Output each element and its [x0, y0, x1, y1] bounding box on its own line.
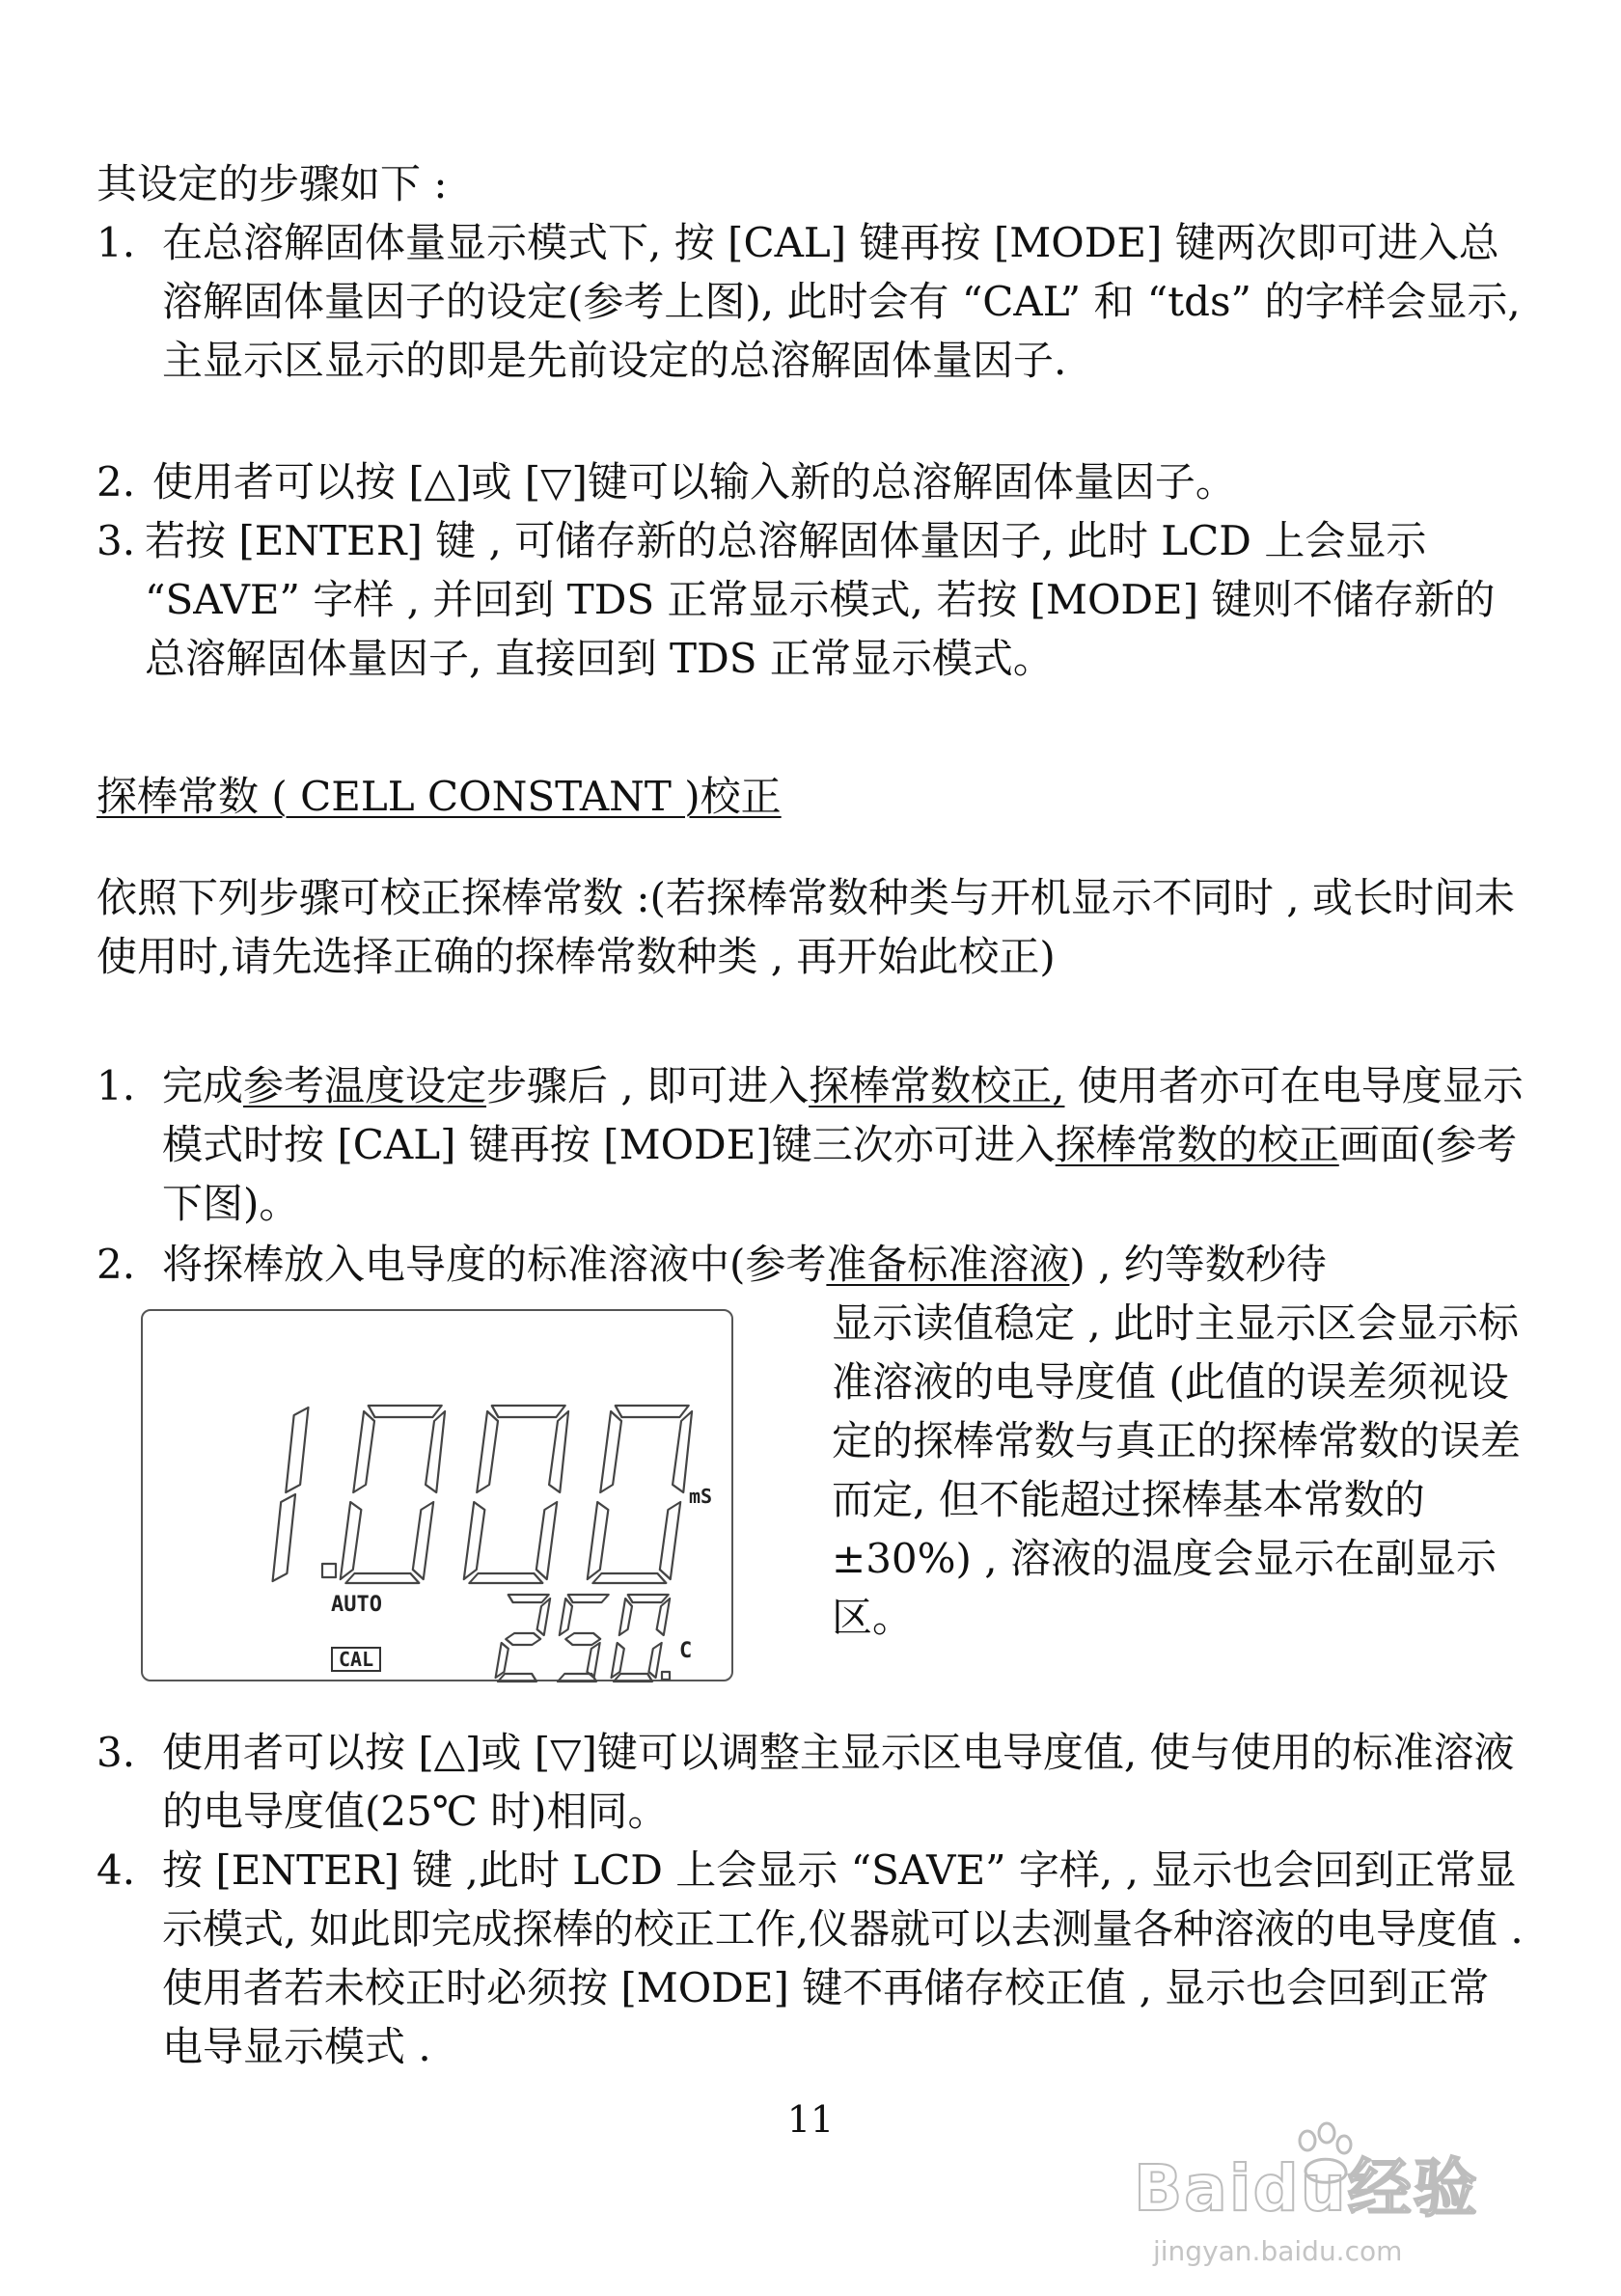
tds-step-1: [96, 213, 1525, 449]
step-text: 完成参考温度设定步骤后 , 即可进入探棒常数校正, 使用者亦可在电导度显示模式时按 [CAL] 键再按 [MODE]键三次亦可进入探棒常数的校正画面(参考下图)。: [162, 1062, 1524, 1227]
section-title: 探棒常数 ( CELL CONSTANT )校正: [96, 773, 782, 820]
main-digit-3: [463, 1406, 568, 1583]
step-number: 3.: [96, 517, 136, 564]
lcd-segments: [143, 1311, 735, 1683]
step-text: 使用者可以按 [△]或 [▽]键可以输入新的总溶解固体量因子。: [152, 458, 1236, 506]
step-number: 4.: [96, 1846, 136, 1894]
step-text: 使用者可以按 [△]或 [▽]键可以调整主显示区电导度值, 使与使用的标准溶液的电导度值(25℃ 时)相同。: [162, 1729, 1515, 1835]
step-number: 1.: [96, 219, 136, 266]
watermark-url: jingyan.baidu.com: [1153, 2235, 1403, 2267]
step-number: 1.: [96, 1062, 136, 1109]
lcd-display-figure: [141, 1309, 733, 1681]
step-number: 2.: [96, 458, 136, 506]
paw-icon: [1286, 2119, 1363, 2197]
step-text: 若按 [ENTER] 键 , 可储存新的总溶解固体量因子, 此时 LCD 上会显示 “SAVE” 字样 , 并回到 TDS 正常显示模式, 若按 [MODE] 键则不储存新的总溶解固体量因子, 直接回到 TDS 正常显示模式。: [145, 517, 1496, 682]
main-digit-4: [587, 1406, 692, 1583]
main-digit-1: [273, 1408, 309, 1581]
intro-text: 其设定的步骤如下 :: [96, 160, 448, 207]
link-cell-constant-calibration[interactable]: 探棒常数校正,: [809, 1062, 1065, 1109]
lcd-sub-unit: C: [679, 1639, 693, 1663]
link-reference-temperature[interactable]: 参考温度设定: [243, 1062, 487, 1109]
sub-digit-2: [495, 1595, 551, 1681]
step-number: 3.: [96, 1729, 136, 1776]
step-text: 按 [ENTER] 键 ,此时 LCD 上会显示 “SAVE” 字样, , 显示也会回到正常显示模式, 如此即完成探棒的校正工作,仪器就可以去测量各种溶液的电导度值 . 使用者若未校正时必须按 [MODE] 键不再储存校正值 , 显示也会回到正常电导显示模式 .: [162, 1846, 1524, 2070]
sub-digit-0: [611, 1595, 671, 1681]
lcd-main-unit: mS: [689, 1485, 713, 1508]
lcd-cal-indicator: CAL: [331, 1647, 381, 1672]
step-number: 2.: [96, 1241, 136, 1288]
step-text: 在总溶解固体量显示模式下, 按 [CAL] 键再按 [MODE] 键两次即可进入总溶解固体量因子的设定(参考上图), 此时会有 “CAL” 和 “tds” 的字样会显示, 主显示区显示的即是先前设定的总溶解固体量因子.: [162, 219, 1521, 384]
step-text: 将探棒放入电导度的标准溶液中(参考准备标准溶液) , 约等数秒待: [162, 1241, 1327, 1288]
link-cell-constant-screen[interactable]: 探棒常数的校正: [1055, 1121, 1339, 1168]
watermark-brand: Baidu经验: [1134, 2151, 1479, 2226]
lcd-auto-indicator: AUTO: [331, 1593, 382, 1617]
main-decimal-point: [322, 1564, 336, 1577]
cal-step-2-continued: 显示读值稳定 , 此时主显示区会显示标准溶液的电导度值 (此值的误差须视设定的探棒常数与真正的探棒常数的误差而定, 但不能超过探棒基本常数的 ±30%) , 溶液的温度会显示在副显示区。: [832, 1299, 1522, 1641]
baidu-watermark: [1134, 2137, 1587, 2282]
main-digit-2: [340, 1406, 445, 1583]
link-prepare-standard-solution[interactable]: 准备标准溶液: [826, 1241, 1070, 1288]
section-intro: 依照下列步骤可校正探棒常数 :(若探棒常数种类与开机显示不同时 , 或长时间未使用时,请先选择正确的探棒常数种类 , 再开始此校正): [96, 874, 1515, 980]
page-number: 11: [786, 2098, 835, 2141]
sub-decimal-point: [662, 1672, 670, 1680]
sub-digit-5: [553, 1595, 609, 1681]
